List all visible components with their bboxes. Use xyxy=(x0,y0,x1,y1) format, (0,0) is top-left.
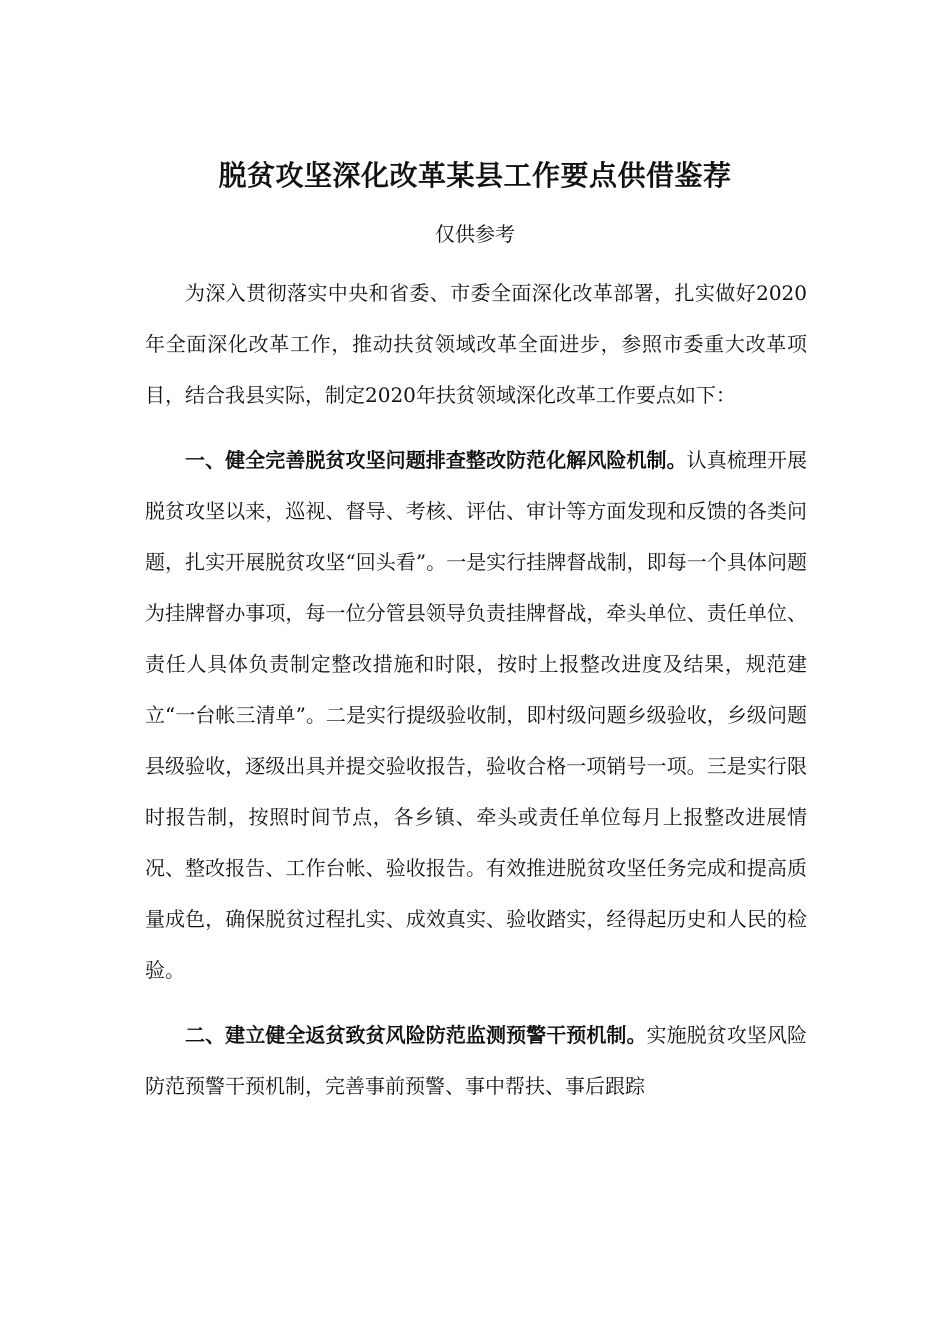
paragraph-text: 为深入贯彻落实中央和省委、市委全面深化改革部署，扎实做好2020年全面深化改革工作，推动扶贫领域改革全面进步，参照市委重大改革项目，结合我县实际，制定2020年扶贫领域深化改革工作要点如下： xyxy=(145,281,807,407)
document-body xyxy=(145,268,807,1126)
paragraph-intro xyxy=(145,268,807,421)
paragraph-text: 认真梳理开展脱贫攻坚以来，巡视、督导、考核、评估、审计等方面发现和反馈的各类问题，扎实开展脱贫攻坚“回头看”。一是实行挂牌督战制，即每一个具体问题为挂牌督办事项，每一位分管县领导负责挂牌督战，牵头单位、责任单位、责任人具体负责制定整改措施和时限，按时上报整改进度及结果，规范建立“一台帐三清单”。二是实行提级验收制，即村级问题乡级验收，乡级问题县级验收，逐级出具并提交验收报告，验收合格一项销号一项。三是实行限时报告制，按照时间节点，各乡镇、牵头或责任单位每月上报整改进展情况、整改报告、工作台帐、验收报告。有效推进脱贫攻坚任务完成和提高质量成色，确保脱贫过程扎实、成效真实、验收踏实，经得起历史和人民的检验。 xyxy=(145,448,808,982)
paragraph-section-1 xyxy=(145,435,807,996)
document-title: 脱贫攻坚深化改革某县工作要点供借鉴荐 xyxy=(218,159,732,192)
section-heading: 二、建立健全返贫致贫风险防范监测预警干预机制。 xyxy=(185,1023,647,1047)
paragraph-section-2 xyxy=(145,1010,807,1112)
section-heading: 一、健全完善脱贫攻坚问题排查整改防范化解风险机制。 xyxy=(185,448,687,472)
document-subtitle: 仅供参考 xyxy=(435,222,515,246)
paragraph-text: 实施脱贫攻坚风险防范预警干预机制，完善事前预警、事中帮扶、事后跟踪 xyxy=(145,1023,808,1098)
